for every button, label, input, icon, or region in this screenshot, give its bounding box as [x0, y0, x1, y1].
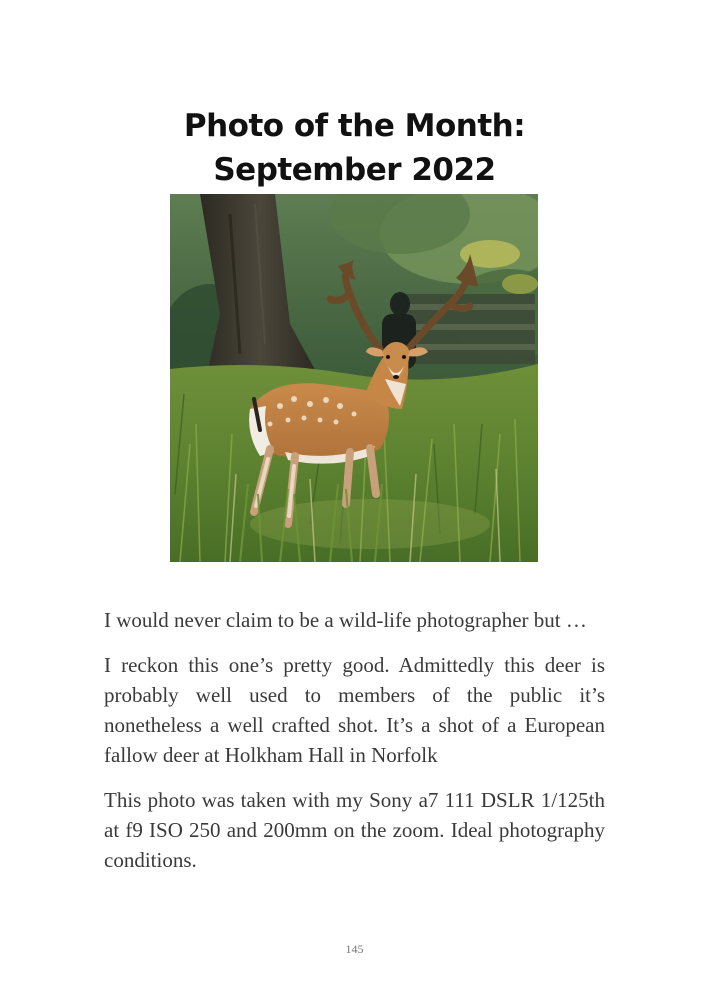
paragraph-3: This photo was taken with my Sony a7 111 DSLR 1/125th at f9 ISO 250 and 200mm on the zoom. Ideal photography conditions.: [104, 788, 605, 872]
title-line-1: Photo of the Month:: [183, 107, 526, 144]
article-body: [104, 605, 605, 890]
deer-photo-illustration: [170, 194, 538, 562]
page-number: 145: [345, 942, 364, 956]
title-line-2: September 2022: [213, 151, 496, 188]
paragraph-1: I would never claim to be a wild-life photographer but …: [104, 608, 587, 632]
paragraph-2: I reckon this one’s pretty good. Admittedly this deer is probably well used to members of the public it’s nonetheless a well crafted shot. It’s a shot of a European fallow deer at Holkham Hall in Norfolk: [104, 653, 605, 767]
page-title: [0, 104, 709, 192]
deer-photo: [170, 194, 538, 562]
